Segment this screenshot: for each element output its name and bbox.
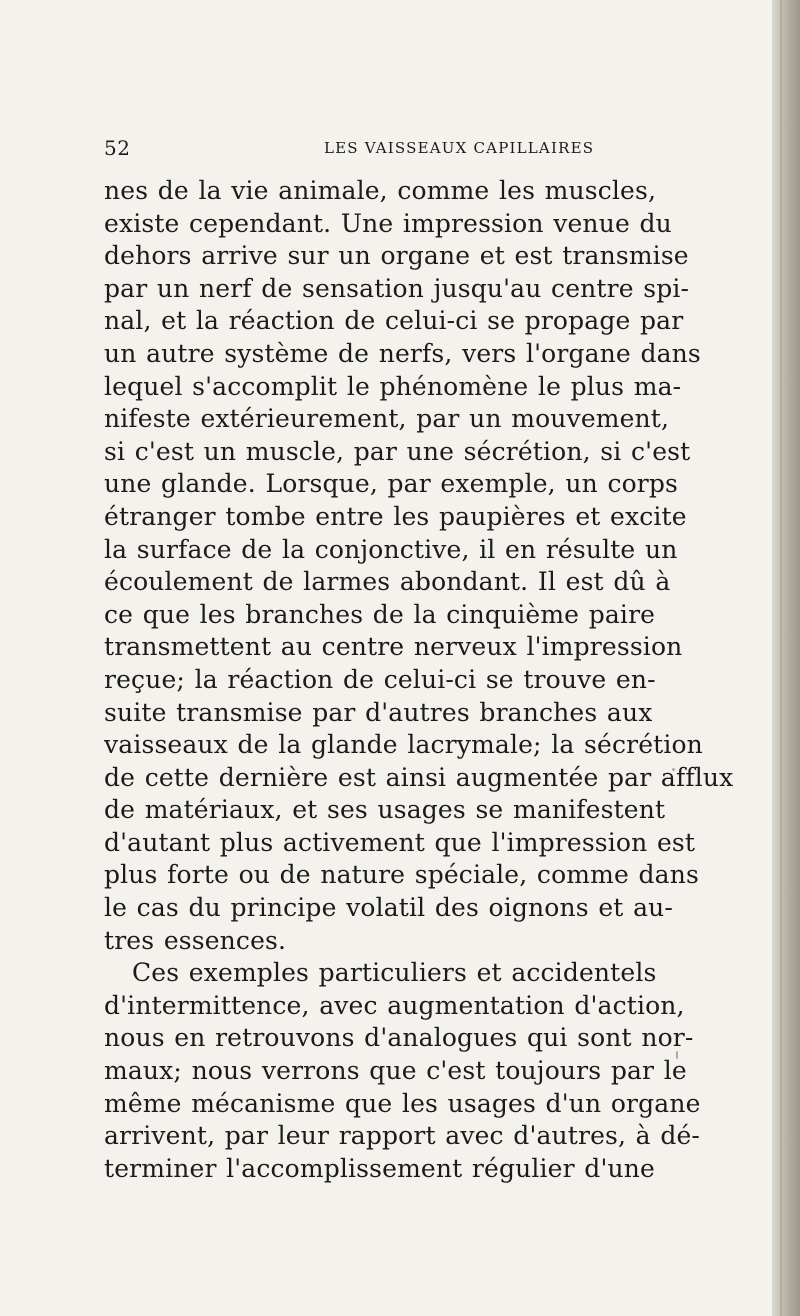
text-line: par un nerf de sensation jusqu'au centre spi- [104,273,690,303]
header-title: LES VAISSEAUX CAPILLAIRES [324,139,595,157]
text-line: nous en retrouvons d'analogues qui sont nor- [104,1023,694,1053]
text-line: suite transmise par d'autres branches aux [104,697,653,727]
paper-speck [672,768,675,771]
body-text [104,175,736,1185]
text-line: tres essences. [104,925,287,955]
page-number: 52 [104,136,131,160]
text-line: une glande. Lorsque, par exemple, un corps [104,469,679,499]
page-edge-shadow [772,0,800,1316]
text-line: nal, et la réaction de celui-ci se propage par [104,306,684,336]
text-line: de cette dernière est ainsi augmentée par afflux [104,762,734,792]
text-line: d'autant plus activement que l'impression est [104,827,696,857]
text-line: existe cependant. Une impression venue du [104,208,672,238]
text-line: si c'est un muscle, par une sécrétion, si c'est [104,436,691,466]
text-line: plus forte ou de nature spéciale, comme dans [104,860,699,890]
text-line: vaisseaux de la glande lacrymale; la sécrétion [104,730,703,760]
paragraph-first-line: Ces exemples particuliers et accidentels [132,958,657,988]
text-line: dehors arrive sur un organe et est transmise [104,241,689,271]
text-line: d'intermittence, avec augmentation d'action, [104,990,685,1020]
text-line: reçue; la réaction de celui-ci se trouve en- [104,664,656,694]
running-header [104,136,644,160]
text-line: nes de la vie animale, comme les muscles, [104,176,657,205]
text-line: le cas du principe volatil des oignons et au- [104,893,673,923]
text-line: écoulement de larmes abondant. Il est dû à [104,567,671,597]
text-line: nifeste extérieurement, par un mouvement, [104,404,670,434]
text-line: de matériaux, et ses usages se manifestent [104,795,666,825]
text-line: étranger tombe entre les paupières et excite [104,501,687,531]
text-line: lequel s'accomplit le phénomène le plus ma- [104,371,682,401]
text-line: même mécanisme que les usages d'un organe [104,1088,701,1118]
text-line: ce que les branches de la cinquième paire [104,599,656,629]
text-line: la surface de la conjonctive, il en résulte un [104,534,678,564]
text-line: terminer l'accomplissement régulier d'une [104,1153,655,1183]
text-line: transmettent au centre nerveux l'impression [104,632,683,662]
text-line: un autre système de nerfs, vers l'organe dans [104,338,701,368]
text-line: maux; nous verrons que c'est toujours par le [104,1056,687,1086]
paper-speck [676,1051,678,1059]
text-line: arrivent, par leur rapport avec d'autres, à dé- [104,1121,701,1151]
